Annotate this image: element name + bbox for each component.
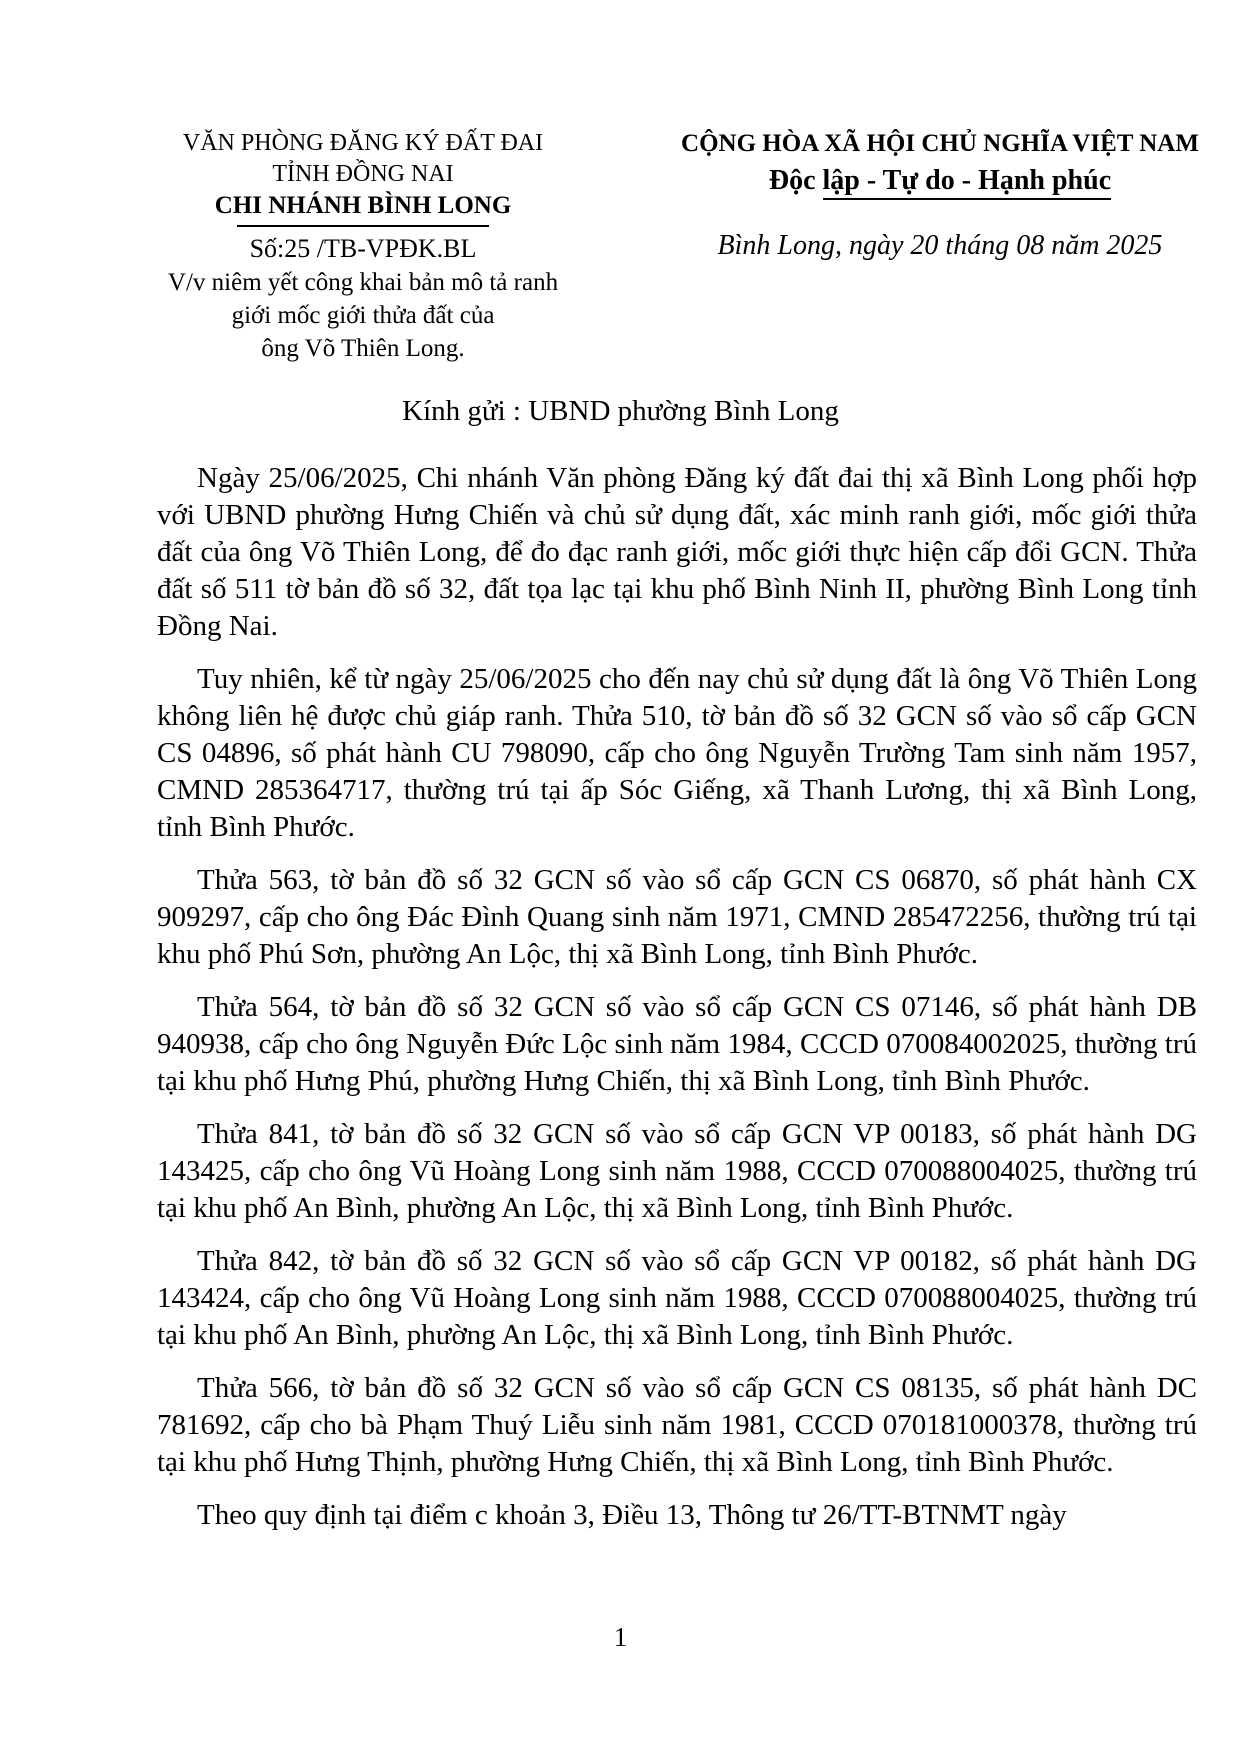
salutation: Kính gửi : UBND phường Bình Long (402, 395, 839, 427)
date-place-line: Bình Long, ngày 20 tháng 08 năm 2025 (717, 230, 1163, 261)
page-number: 1 (613, 1622, 628, 1652)
national-motto (660, 163, 1220, 199)
national-header-block (660, 128, 1220, 263)
document-subject-line3: ông Võ Thiên Long. (261, 335, 465, 362)
paragraph-2: Tuy nhiên, kể từ ngày 25/06/2025 cho đến nay chủ sử dụng đất là ông Võ Thiên Long không liên hệ được chủ giáp ranh. Thửa 510, tờ bản đồ số 32 GCN số vào sổ cấp GCN CS 04896, số phát hành CU 798090, cấp cho ông Nguyễn Trường Tam sinh năm 1957, CMND 285364717, thường trú tại ấp Sóc Giếng, xã Thanh Lương, thị xã Bình Long, tỉnh Bình Phước. (157, 663, 1197, 843)
document-number: Số:25 /TB-VPĐK.BL (249, 234, 477, 263)
document-subject-line2: giới mốc giới thửa đất của (231, 302, 495, 329)
paragraph-7: Thửa 566, tờ bản đồ số 32 GCN số vào sổ cấp GCN CS 08135, số phát hành DC 781692, cấp cho bà Phạm Thuý Liễu sinh năm 1981, CCCD 070181000378, thường trú tại khu phố Hưng Thịnh, phường Hưng Chiến, thị xã Bình Long, tỉnh Bình Phước. (157, 1372, 1197, 1478)
paragraph-3: Thửa 563, tờ bản đồ số 32 GCN số vào sổ cấp GCN CS 06870, số phát hành CX 909297, cấp cho ông Đác Đình Quang sinh năm 1971, CMND 285472256, thường trú tại khu phố Phú Sơn, phường An Lộc, thị xã Bình Long, tỉnh Bình Phước. (157, 864, 1197, 970)
document-subject-line1: V/v niêm yết công khai bản mô tả ranh (167, 269, 559, 296)
agency-branch-name: CHI NHÁNH BÌNH LONG (214, 192, 512, 219)
paragraph-4: Thửa 564, tờ bản đồ số 32 GCN số vào sổ cấp GCN CS 07146, số phát hành DB 940938, cấp cho ông Nguyễn Đức Lộc sinh năm 1984, CCCD 070084002025, thường trú tại khu phố Hưng Phú, phường Hưng Chiến, thị xã Bình Long, tỉnh Bình Phước. (157, 991, 1197, 1097)
header-divider-line (237, 225, 489, 227)
paragraph-1: Ngày 25/06/2025, Chi nhánh Văn phòng Đăng ký đất đai thị xã Bình Long phối hợp với UBND phường Hưng Chiến và chủ sử dụng đất, xác minh ranh giới, mốc giới thửa đất của ông Võ Thiên Long, để đo đạc ranh giới, mốc giới thực hiện cấp đổi GCN. Thửa đất số 511 tờ bản đồ số 32, đất tọa lạc tại khu phố Bình Ninh II, phường Bình Long tỉnh Đồng Nai. (157, 462, 1197, 642)
paragraph-6: Thửa 842, tờ bản đồ số 32 GCN số vào sổ cấp GCN VP 00182, số phát hành DG 143424, cấp cho ông Vũ Hoàng Long sinh năm 1988, CCCD 070088004025, thường trú tại khu phố An Bình, phường An Lộc, thị xã Bình Long, tỉnh Bình Phước. (157, 1245, 1197, 1351)
motto-prefix: Độc (768, 165, 823, 196)
paragraph-5: Thửa 841, tờ bản đồ số 32 GCN số vào sổ cấp GCN VP 00183, số phát hành DG 143425, cấp cho ông Vũ Hoàng Long sinh năm 1988, CCCD 070088004025, thường trú tại khu phố An Bình, phường An Lộc, thị xã Bình Long, tỉnh Bình Phước. (157, 1118, 1197, 1224)
document-header (0, 128, 1241, 379)
agency-name-line1: VĂN PHÒNG ĐĂNG KÝ ĐẤT ĐAI (182, 130, 544, 156)
agency-name-line2: TỈNH ĐỒNG NAI (272, 161, 454, 187)
national-title: CỘNG HÒA XÃ HỘI CHỦ NGHĨA VIỆT NAM (681, 130, 1199, 157)
document-body (157, 460, 1197, 1534)
motto-underlined: lập - Tự do - Hạnh phúc (823, 165, 1112, 200)
issuing-agency-block (148, 128, 578, 365)
paragraph-8: Theo quy định tại điểm c khoản 3, Điều 13, Thông tư 26/TT-BTNMT ngày (197, 1499, 1067, 1531)
